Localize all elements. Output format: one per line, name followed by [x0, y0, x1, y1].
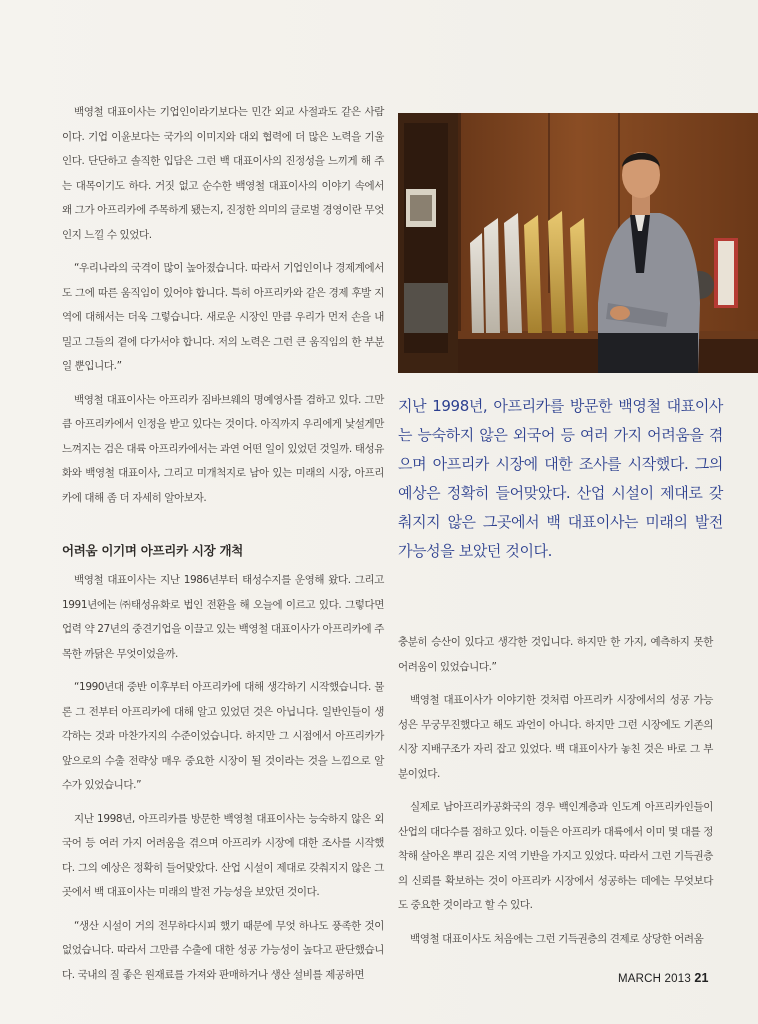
pull-quote: 지난 1998년, 아프리카를 방문한 백영철 대표이사는 능숙하지 않은 외국어 등 여러 가지 어려움을 겪으며 아프리카 시장에 대한 조사를 시작했다. 그의 예상은 정확히 들어맞았다. 산업 시설이 제대로 갖춰지지 않은 그곳에서 백 대표이사는 미래의 발전 가능성을 보았던 것이다. [398, 397, 723, 560]
page-footer [618, 971, 709, 985]
portrait-illustration [398, 113, 758, 373]
body-paragraph: 백영철 대표이사는 아프리카 짐바브웨의 명예영사를 겸하고 있다. 그만큼 아프리카에서 인정을 받고 있다는 것이다. 아직까지 우리에게 낯설게만 느껴지는 검은 대륙 아프리카에서는 과연 어떤 일이 있었던 것일까. 태성유화와 백영철 대표이사, 그리고 미개척지로 남아 있는 미래의 시장, 아프리카에 대해 좀 더 자세히 알아보자. [62, 393, 384, 504]
right-column [398, 630, 713, 960]
intro-paragraph: 백영철 대표이사는 기업인이라기보다는 민간 외교 사절과도 같은 사람이다. 기업 이윤보다는 국가의 이미지와 대외 협력에 더 많은 노력을 기울인다. 단단하고 솔직한 입담은 그런 백 대표이사의 진정성을 느끼게 해 주는 대목이기도 하다. 거짓 없고 순수한 백영철 대표이사의 이야기 속에서 왜 그가 아프리카에 주목하게 됐는지, 진정한 의미의 글로벌 경영이란 무엇인지 느낄 수 있었다. [62, 106, 384, 241]
issue-date: MARCH 2013 [618, 973, 691, 985]
section-heading: 어려움 이기며 아프리카 시장 개척 [62, 543, 244, 558]
body-paragraph: 백영철 대표이사도 처음에는 그런 기득권층의 견제로 상당한 어려움 [410, 932, 704, 945]
body-paragraph: 백영철 대표이사가 이야기한 것처럼 아프리카 시장에서의 성공 가능성은 무궁무진했다고 해도 과언이 아니다. 하지만 그런 시장에도 기존의 시장 지배구조가 자리 잡고 있었다. 백 대표이사가 놓친 것은 바로 그 부분이었다. [398, 694, 713, 780]
quote-paragraph: “1990년대 중반 이후부터 아프리카에 대해 생각하기 시작했습니다. 물론 그 전부터 아프리카에 대해 알고 있었던 것은 아닙니다. 일반인들이 생각하는 것과 마찬가지의 수준이었습니다. 하지만 그 시점에서 아프리카가 앞으로의 수출 전략상 매우 중요한 시장이 될 것이라는 것을 느낌으로 알 수가 있었습니다.” [62, 681, 384, 791]
body-paragraph: 지난 1998년, 아프리카를 방문한 백영철 대표이사는 능숙하지 않은 외국어 등 여러 가지 어려움을 겪으며 아프리카 시장에 대한 조사를 시작했다. 그의 예상은 정확히 들어맞았다. 산업 시설이 제대로 갖춰지지 않은 그곳에서 백 대표이사는 미래의 발전 가능성을 보았던 것이다. [62, 812, 384, 898]
page-number: 21 [694, 971, 709, 985]
ceo-portrait-photo [398, 113, 758, 373]
left-column [62, 100, 384, 996]
body-paragraph: 백영철 대표이사는 지난 1986년부터 태성수지를 운영해 왔다. 그리고 1991년에는 ㈜태성유화로 법인 전환을 해 오늘에 이르고 있다. 그렇다면 업력 약 27년의 중견기업을 이끌고 있는 백영철 대표이사가 아프리카에 주목한 까닭은 무엇이었을까. [62, 574, 384, 660]
quote-paragraph: “생산 시설이 거의 전무하다시피 했기 때문에 무엇 하나도 풍족한 것이 없었습니다. 따라서 그만큼 수출에 대한 성공 가능성이 높다고 판단했습니다. 국내의 질 좋은 원재료를 가져와 판매하거나 생산 설비를 제공하면 [62, 919, 384, 981]
quote-continuation-paragraph: 충분히 승산이 있다고 생각한 것입니다. 하지만 한 가지, 예측하지 못한 어려움이 있었습니다.” [398, 636, 713, 673]
quote-paragraph: “우리나라의 국격이 많이 높아졌습니다. 따라서 기업인이나 경제계에서도 그에 따른 움직임이 있어야 합니다. 특히 아프리카와 같은 경제 후발 지역에 대해서는 더욱 그렇습니다. 새로운 시장인 만큼 우리가 먼저 손을 내밀고 그들의 곁에 다가서야 합니다. 저의 노력은 그런 큰 움직임의 한 부분일 뿐입니다.” [62, 262, 384, 372]
body-paragraph: 실제로 남아프리카공화국의 경우 백인계층과 인도계 아프리카인들이 산업의 대다수를 점하고 있다. 이들은 아프리카 대륙에서 이미 몇 대를 정착해 살아온 뿌리 깊은 지역 기반을 가지고 있었다. 따라서 그런 기득권층의 신뢰를 확보하는 것이 아프리카 시장에서 성공하는 데에는 무엇보다도 중요한 것이라고 할 수 있다. [398, 801, 713, 911]
